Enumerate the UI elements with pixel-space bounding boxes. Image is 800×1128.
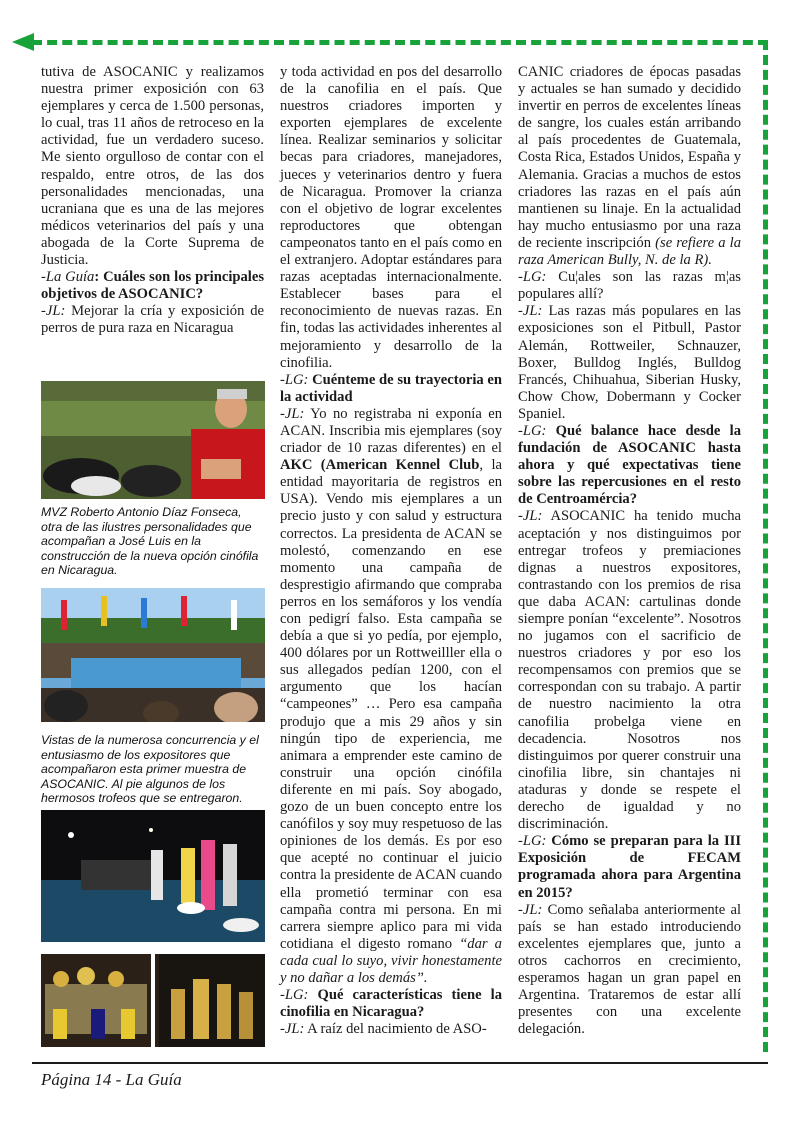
answer-objectives	[41, 303, 264, 337]
question-text: Qué balance hace desde la fundación de ASOCANIC hasta ahora y qué expectativas tiene sobre las repercusiones en el resto de Centroamércia?	[518, 422, 741, 508]
answer-balance	[518, 508, 741, 833]
col2-paragraph: y toda actividad en pos del desarrollo de la canofilia en el país. Que nuestros criadores importen y exporten ejemplares de excelente línea. Realizar seminarios y solicitar becas para criadores, manejadores, jueces y veterinarios dentro y fuera de Nicaragua. Promover la crianza con el objetivo de lograr excelentes reproductores que obtengan campeonatos tanto en el país como en el extranjero. Adoptar estándares para razas aceptadas internacionalmente. Establecer bases para el reconocimiento de nuevas razas. En fin, todas las actividades inherentes al mejoramiento y desarrollo de la cinofilia.	[280, 64, 502, 371]
question-label: -LG:	[518, 422, 547, 439]
photo-trophies	[41, 954, 265, 1047]
answer-text-cont: , la entidad mayoritaria de registros en USA). Vendo mis ejemplares a un precio justo y con salud y estructura correctos. La presidenta de ACAN se molestó, comenzando en ese momento una campaña de desprestigio afirmando que compraba perros en los semáforos y los vendía con pedigrí falso. Esta campaña se debía a que si yo pedía, por ejemplo, 400 dólares por un Rottweilller ella o sus allegados pedían 1200, con el argumento que los hacían “campeones” … Pero esa campaña produjo que a mis 29 años y sin ningún tipo de experiencia, me animara a emprender este camino de construir una opción cinófila diferente en mi país. Soy abogado, gozo de un buen concepto entre los canófilos y soy muy respetuoso de las opiniones de los demás. Es por eso que acepté no continuar el juicio contra la presidente de ACAN cuando ella prometió terminar con esa campaña contra mi persona. En mi carrera siempre aplico para mi vida cotidiana el digesto romano	[280, 457, 502, 952]
page-footer: Página 14 - La Guía	[41, 1070, 182, 1089]
answer-characteristics	[280, 1021, 502, 1038]
question-label: -LG:	[518, 269, 547, 286]
column-2	[280, 64, 502, 1038]
question-characteristics	[280, 987, 502, 1021]
answer-text: A raíz del nacimiento de ASO-	[304, 1021, 487, 1038]
arrow-left-icon	[12, 33, 34, 51]
question-label: -LG:	[280, 371, 309, 388]
column-3	[518, 64, 741, 1038]
answer-text: ASOCANIC ha tenido mucha aceptación y nos distinguimos por entregar trofeos y premiaciones dignas a nuestros expositores, contrastando con los premios de risa que daba ACAN: cartulinas donde siempre ponían “excelente”. Nosotros no jugamos con el sacrificio de nuestros criadores y por eso los recompensamos con premios que se correspondan con su trabajo. A partir de nuestro nacimiento la otra canofilia probelga viene en decadencia. Nosotros nos distinguimos por querer construir una cinofilia libre, sin chantajes ni ataduras y donde se respete el derecho de igualdad y no discriminación.	[518, 508, 741, 833]
question-balance	[518, 423, 741, 508]
answer-label: -JL:	[518, 508, 543, 525]
answer-text: Como señalaba anteriormente al país se han estado introduciendo excelentes ejemplares que, junto a otros cachorros en crecimiento, esperamos hagan un gran papel en Argentina. Trataremos de estar allí presentes con una excelente delegación.	[518, 901, 741, 1038]
answer-text: Las razas más populares en las exposiciones son el Pitbull, Pastor Alemán, Rottweiler, Schnauzer, Boxer, Bulldog Inglés, Bulldog Francés, Chihuahua, Siberian Husky, Chow Chow, Dobermann y Cocker Spaniel.	[518, 303, 741, 422]
question-fecam	[518, 833, 741, 901]
answer-popular-breeds	[518, 303, 741, 423]
question-text: Cu¦ales son las razas m¦as populares allí?	[518, 269, 741, 303]
col3-paragraph	[518, 64, 741, 269]
photo-night-ring	[41, 810, 265, 942]
answer-fecam	[518, 902, 741, 1039]
question-trajectory	[280, 372, 502, 406]
answer-text: Mejorar la cría y exposición de perros de pura raza en Nicaragua	[41, 303, 264, 337]
frame-right-dashed-line	[763, 40, 768, 1052]
photo-roberto-diaz	[41, 381, 265, 499]
question-text: Cuénteme de su trayectoria en la actividad	[280, 371, 502, 405]
column-1	[41, 64, 264, 338]
answer-text: Yo no registraba ni exponía en ACAN. Inscribia mis ejemplares (soy criador de 10 razas diferentes) en el	[280, 405, 502, 457]
answer-label: -JL:	[518, 901, 543, 918]
question-popular-breeds	[518, 269, 741, 303]
akc-name: AKC (American Kennel Club	[280, 457, 480, 474]
answer-label: -JL:	[280, 405, 305, 422]
caption-roberto-diaz: MVZ Roberto Antonio Díaz Fonseca, otra de las ilustres personalidades que acompañan a José Luis en la construcción de la nueva opción cinófila en Nicaragua.	[41, 505, 259, 578]
answer-label: -JL:	[518, 303, 543, 320]
question-text: : Cuáles son los principales objetivos de ASOCANIC?	[41, 269, 264, 303]
col1-paragraph: tutiva de ASOCANIC y realizamos nuestra primer exposición con 63 ejemplares y cerca de 1.500 personas, lo cual, tras 11 años de retroceso en la actividad, fue un verdadero suceso. Me siento orgulloso de contar con el respaldo, entre otros, de las dos personalidades mencionadas, una ucraniana que es una de las mejores médicos veterinarios del país y una abogada de la Corte Suprema de Justicia.	[41, 64, 264, 269]
question-label: -La Guía	[41, 269, 95, 286]
question-text: Cómo se preparan para la III Exposición de FECAM programada ahora para Argentina en 2015?	[518, 833, 741, 901]
frame-top-dashed-line	[32, 40, 768, 45]
question-label: -LG:	[280, 987, 309, 1004]
question-principal-objectives	[41, 269, 264, 303]
col3-paragraph-text: CANIC criadores de épocas pasadas y actuales se han sumado y decidido invertir en perros de excelentes líneas de sangre, los cuales están arribando al país procedentes de Guatemala, Costa Rica, Estados Unidos, España y Alemania. Gracias a muchos de estos criadores las razas en el país aún mantienen su linaje. En la actualidad hay mucho entusiasmo por una raza de reciente inscripción	[518, 64, 741, 251]
answer-trajectory	[280, 406, 502, 987]
footer-rule	[32, 1062, 768, 1064]
photo-exhibition-crowd	[41, 588, 265, 722]
question-label: -LG:	[518, 833, 547, 850]
editor-note: (se refiere a la raza American Bully, N. de la R).	[518, 234, 741, 269]
answer-label: -JL:	[280, 1021, 305, 1038]
answer-label: -JL:	[41, 303, 66, 320]
caption-exhibition: Vistas de la numerosa concurrencia y el entusiasmo de los expositores que acompañaron esta primer muestra de ASOCANIC. Al pie algunos de los hermosos trofeos que se entregaron.	[41, 733, 259, 806]
question-text: Qué características tiene la cinofilia en Nicaragua?	[280, 987, 502, 1021]
roman-digest-quote: “dar a cada cual lo suyo, vivir honestamente y no dañar a los demás”.	[280, 935, 502, 986]
